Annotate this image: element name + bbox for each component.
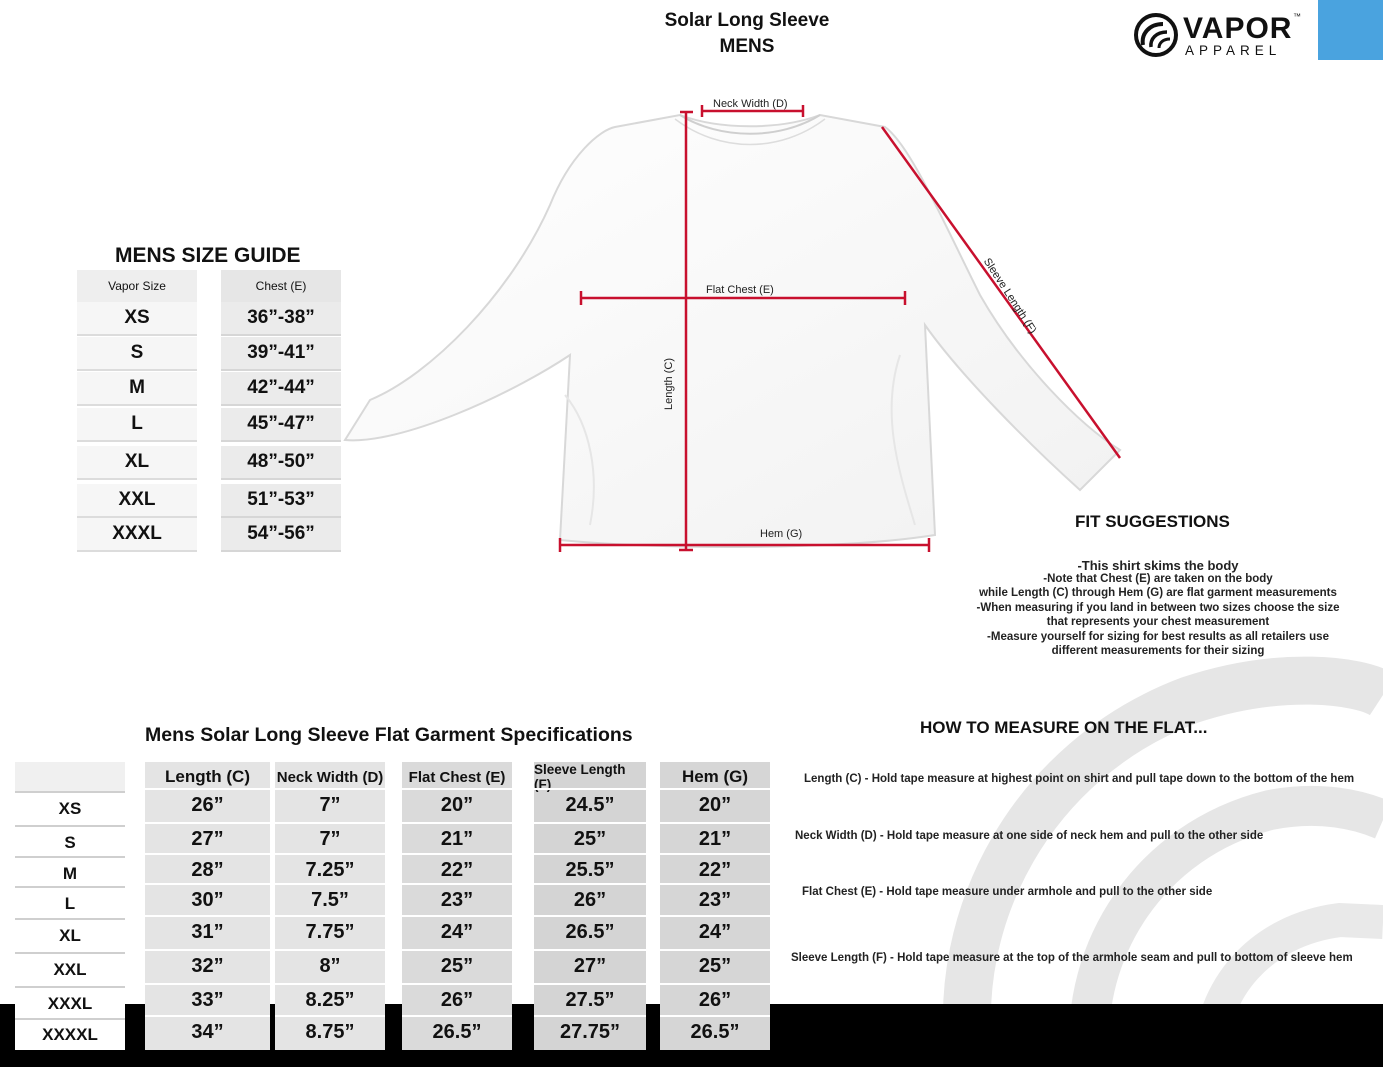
spec-value-cell: 8” (275, 949, 385, 982)
logo-word: VAPOR (1183, 12, 1293, 45)
size-guide-size-cell: XS (77, 302, 197, 336)
size-guide-size-cell: S (77, 337, 197, 371)
spec-size-label: S (15, 825, 125, 858)
how-to-title: HOW TO MEASURE ON THE FLAT... (920, 718, 1208, 737)
spec-value-cell: 7” (275, 788, 385, 821)
spec-size-label: XXXXL (15, 1018, 125, 1050)
spec-size-label: XXL (15, 952, 125, 985)
spec-size-label: XL (15, 918, 125, 951)
size-guide-chest-cell: 45”-47” (221, 408, 341, 442)
size-guide-chest-cell: 39”-41” (221, 337, 341, 371)
size-guide-size-cell: XXL (77, 484, 197, 518)
size-guide-size-cell: XXXL (77, 518, 197, 552)
neck-width-label: Neck Width (D) (713, 98, 788, 110)
how-to-length: Length (C) - Hold tape measure at highest point on shirt and pull tape down to the bottom of the hem (804, 773, 1355, 785)
spec-value-cell: 8.75” (275, 1015, 385, 1048)
size-guide-size-cell: XL (77, 446, 197, 480)
logo-icon (1133, 12, 1179, 58)
logo-tm: ™ (1293, 12, 1301, 21)
size-guide-chest-cell: 42”-44” (221, 372, 341, 406)
spec-value-cell: 27” (145, 822, 270, 855)
spec-value-cell: 34” (145, 1015, 270, 1048)
logo-sub: APPAREL (1185, 43, 1282, 58)
spec-size-label: XS (15, 791, 125, 824)
spec-value-cell: 23” (402, 883, 512, 916)
spec-value-cell: 26.5” (402, 1015, 512, 1048)
fit-suggestion-line: while Length (C) through Hem (G) are flat garment measurements (979, 587, 1337, 599)
fit-title: FIT SUGGESTIONS (1075, 512, 1230, 531)
spec-value-cell: 26” (402, 983, 512, 1016)
fit-suggestion-line: that represents your chest measurement (1046, 616, 1270, 628)
how-to-neck: Neck Width (D) - Hold tape measure at one side of neck hem and pull to the other side (795, 830, 1264, 842)
spec-value-cell: 7.25” (275, 853, 385, 886)
size-guide-col-chest-header: Chest (E) (221, 270, 341, 302)
spec-size-label: L (15, 886, 125, 919)
spec-row-label-header (15, 762, 125, 792)
spec-value-cell: 22” (660, 853, 770, 886)
spec-column-header: Flat Chest (E) (408, 768, 506, 786)
spec-column-header: Sleeve Length (F) (534, 762, 626, 792)
shirt-illustration (340, 95, 1140, 565)
spec-value-cell: 32” (145, 949, 270, 982)
spec-value-cell: 25” (534, 822, 646, 855)
spec-value-cell: 26.5” (534, 915, 646, 948)
spec-column-header: Length (C) (165, 767, 250, 786)
page-title: Solar Long Sleeve (664, 10, 830, 31)
how-to-sleeve: Sleeve Length (F) - Hold tape measure at the top of the armhole seam and pull to bottom of sleeve hem (791, 952, 1353, 964)
hem-label: Hem (G) (760, 528, 803, 540)
fit-suggestion-line: -Note that Chest (E) are taken on the body (1043, 573, 1273, 585)
accent-box (1318, 0, 1383, 60)
size-guide-col-size-header: Vapor Size (77, 270, 197, 302)
spec-size-label: M (15, 856, 125, 889)
fit-suggestion-line: -This shirt skims the body (1077, 558, 1239, 573)
spec-value-cell: 26.5” (660, 1015, 770, 1048)
spec-size-label: XXXL (15, 986, 125, 1019)
spec-value-cell: 7.75” (275, 915, 385, 948)
brand-logo (1133, 12, 1308, 62)
spec-value-cell: 24” (402, 915, 512, 948)
spec-value-cell: 7” (275, 822, 385, 855)
spec-value-cell: 27” (534, 949, 646, 982)
fit-suggestion-line: different measurements for their sizing (1051, 645, 1265, 657)
spec-value-cell: 20” (402, 788, 512, 821)
fit-suggestion-line: -When measuring if you land in between two sizes choose the size (976, 602, 1340, 614)
spec-value-cell: 28” (145, 853, 270, 886)
watermark-swirl (940, 640, 1383, 1067)
spec-column-header: Neck Width (D) (276, 768, 384, 786)
spec-value-cell: 33” (145, 983, 270, 1016)
size-guide-chest-cell: 54”-56” (221, 518, 341, 552)
sleeve-length-label: Sleeve Length (F) (980, 256, 1039, 336)
size-guide-size-cell: L (77, 408, 197, 442)
size-guide-size-cell: M (77, 372, 197, 406)
spec-value-cell: 31” (145, 915, 270, 948)
spec-value-cell: 21” (660, 822, 770, 855)
spec-value-cell: 22” (402, 853, 512, 886)
spec-value-cell: 20” (660, 788, 770, 821)
spec-value-cell: 21” (402, 822, 512, 855)
spec-value-cell: 23” (660, 883, 770, 916)
how-to-chest: Flat Chest (E) - Hold tape measure under armhole and pull to the other side (802, 886, 1213, 898)
spec-value-cell: 7.5” (275, 883, 385, 916)
spec-value-cell: 25” (402, 949, 512, 982)
spec-value-cell: 26” (534, 883, 646, 916)
spec-column-header: Hem (G) (681, 767, 749, 786)
spec-value-cell: 26” (145, 788, 270, 821)
spec-value-cell: 27.75” (534, 1015, 646, 1048)
spec-value-cell: 25” (660, 949, 770, 982)
spec-value-cell: 24.5” (534, 788, 646, 821)
spec-value-cell: 27.5” (534, 983, 646, 1016)
length-label: Length (C) (662, 358, 675, 410)
spec-value-cell: 8.25” (275, 983, 385, 1016)
flat-chest-label: Flat Chest (E) (706, 284, 774, 296)
spec-value-cell: 25.5” (534, 853, 646, 886)
size-guide-chest-cell: 48”-50” (221, 446, 341, 480)
spec-value-cell: 26” (660, 983, 770, 1016)
size-guide-chest-cell: 51”-53” (221, 484, 341, 518)
spec-value-cell: 24” (660, 915, 770, 948)
fit-suggestion-line: -Measure yourself for sizing for best results as all retailers use (987, 631, 1329, 643)
spec-value-cell: 30” (145, 883, 270, 916)
specs-title: Mens Solar Long Sleeve Flat Garment Specifications (145, 724, 633, 746)
size-guide-title: MENS SIZE GUIDE (115, 244, 301, 267)
size-guide-chest-cell: 36”-38” (221, 302, 341, 336)
page-subtitle: MENS (719, 36, 775, 57)
